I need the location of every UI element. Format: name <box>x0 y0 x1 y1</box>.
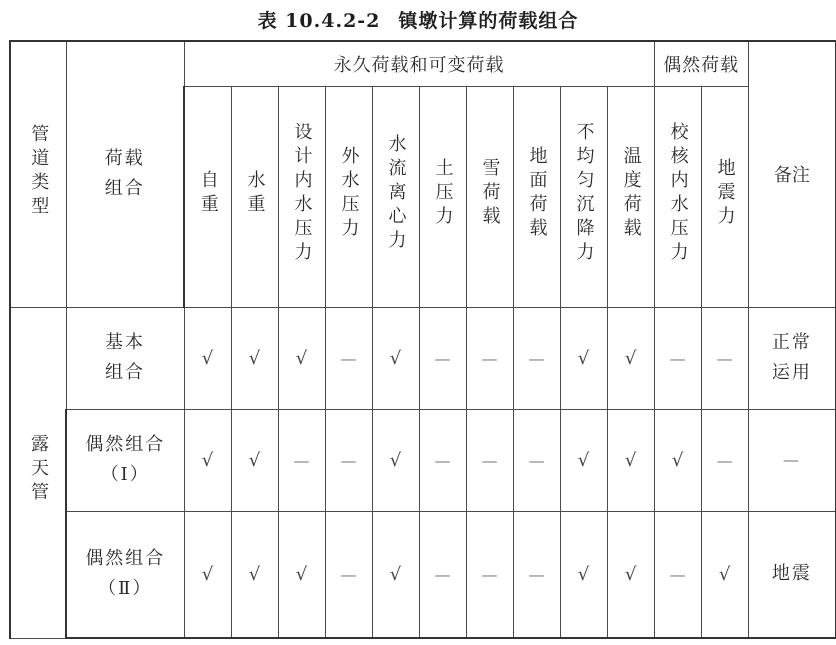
load-cell-uneven-settlement-force: √ <box>560 409 607 511</box>
table-row <box>10 409 836 511</box>
header-permanent-variable: 永久荷载和可变荷载 <box>184 41 654 86</box>
load-cell-snow-load: — <box>466 511 513 638</box>
header-col-snow-load: 雪荷载 <box>466 86 513 307</box>
load-cell-temperature-load: √ <box>607 307 654 409</box>
load-cell-seismic-force: √ <box>701 511 748 638</box>
load-cell-design-internal-pressure: — <box>278 409 325 511</box>
remark-cell: 正常 运用 <box>748 307 836 409</box>
load-cell-uneven-settlement-force: √ <box>560 307 607 409</box>
load-cell-ground-load: — <box>513 307 560 409</box>
combo-cell: 偶然组合 （Ⅱ） <box>66 511 184 638</box>
header-col-water-weight: 水重 <box>231 86 278 307</box>
load-cell-design-internal-pressure: √ <box>278 511 325 638</box>
combo-cell: 偶然组合 （Ⅰ） <box>66 409 184 511</box>
header-col-check-internal-pressure: 校核内水压力 <box>654 86 701 307</box>
load-cell-self-weight: √ <box>184 409 231 511</box>
remark-cell: 地震 <box>748 511 836 638</box>
load-cell-flow-centrifugal-force: √ <box>372 307 419 409</box>
table-row <box>10 307 836 409</box>
load-cell-check-internal-pressure: — <box>654 307 701 409</box>
load-cell-snow-load: — <box>466 409 513 511</box>
header-remark: 备注 <box>748 41 836 307</box>
load-cell-check-internal-pressure: — <box>654 511 701 638</box>
load-cell-water-weight: √ <box>231 511 278 638</box>
load-cell-temperature-load: √ <box>607 511 654 638</box>
header-combo: 荷载组合 <box>66 41 184 307</box>
load-cell-check-internal-pressure: √ <box>654 409 701 511</box>
load-cell-uneven-settlement-force: √ <box>560 511 607 638</box>
pipe-type-cell: 露天管 <box>10 307 66 638</box>
combo-cell: 基本 组合 <box>66 307 184 409</box>
load-cell-water-weight: √ <box>231 409 278 511</box>
load-cell-external-water-pressure: — <box>325 511 372 638</box>
load-cell-flow-centrifugal-force: √ <box>372 409 419 511</box>
load-cell-flow-centrifugal-force: √ <box>372 511 419 638</box>
load-combination-table <box>9 40 836 639</box>
table-caption <box>0 6 836 33</box>
load-cell-external-water-pressure: — <box>325 409 372 511</box>
load-cell-temperature-load: √ <box>607 409 654 511</box>
header-col-design-internal-pressure: 设计内水压力 <box>278 86 325 307</box>
load-cell-seismic-force: — <box>701 307 748 409</box>
table-title: 镇墩计算的荷载组合 <box>398 10 579 32</box>
load-cell-earth-pressure: — <box>419 307 466 409</box>
load-cell-external-water-pressure: — <box>325 307 372 409</box>
header-col-earth-pressure: 土压力 <box>419 86 466 307</box>
table-number: 表 10.4.2-2 <box>257 10 381 32</box>
load-cell-snow-load: — <box>466 307 513 409</box>
load-cell-self-weight: √ <box>184 511 231 638</box>
header-col-self-weight: 自重 <box>184 86 231 307</box>
header-col-ground-load: 地面荷载 <box>513 86 560 307</box>
header-col-temperature-load: 温度荷载 <box>607 86 654 307</box>
load-cell-seismic-force: — <box>701 409 748 511</box>
load-cell-design-internal-pressure: √ <box>278 307 325 409</box>
header-col-flow-centrifugal-force: 水流离心力 <box>372 86 419 307</box>
header-col-external-water-pressure: 外水压力 <box>325 86 372 307</box>
header-col-seismic-force: 地震力 <box>701 86 748 307</box>
load-cell-ground-load: — <box>513 511 560 638</box>
load-cell-self-weight: √ <box>184 307 231 409</box>
header-col-uneven-settlement-force: 不均匀沉降力 <box>560 86 607 307</box>
header-accidental: 偶然荷载 <box>654 41 748 86</box>
load-cell-water-weight: √ <box>231 307 278 409</box>
load-cell-earth-pressure: — <box>419 511 466 638</box>
header-pipe-type: 管道类型 <box>10 41 66 307</box>
remark-cell: — <box>748 409 836 511</box>
load-cell-ground-load: — <box>513 409 560 511</box>
load-cell-earth-pressure: — <box>419 409 466 511</box>
table-row <box>10 511 836 638</box>
